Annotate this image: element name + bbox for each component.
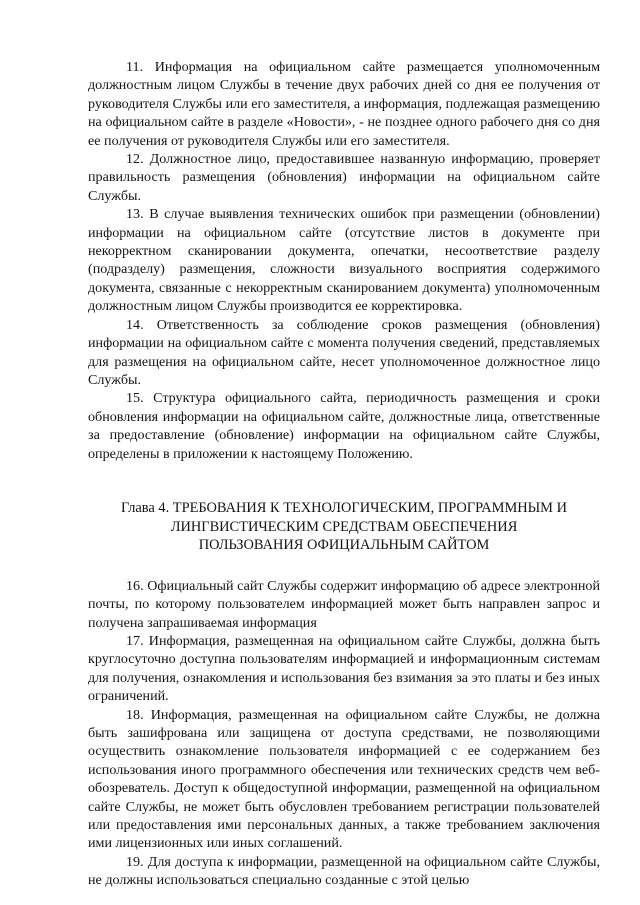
paragraph-13: 13. В случае выявления технических ошибок при размещении (обновлении) информации на официальном сайте (отсутствие листов в документе при некорректном сканировании документа, опечатки, несоответствие разделу (подразделу) размещения, сложности визуального восприятия содержимого документа, связанные с некорректным сканированием документа) уполномоченным должностным лицом Службы производится ее корректировка. [88, 206, 600, 315]
paragraph-12: 12. Должностное лицо, предоставившее названную информацию, проверяет правильность размещения (обновления) информации на официальном сайте Службы. [88, 151, 600, 204]
paragraph-11: 11. Информация на официальном сайте размещается уполномоченным должностным лицом Службы в течение двух рабочих дней со дня ее получения от руководителя Службы или его заместителя, а информация, подлежащая размещению на официальном сайте в разделе «Новости», - не позднее одного рабочего дня со дня ее получения от руководителя Службы или его заместителя. [88, 59, 600, 149]
paragraph-19: 19. Для доступа к информации, размещенной на официальном сайте Службы, не должны использоваться специально созданные с этой целью [88, 853, 600, 889]
chapter-heading [88, 499, 600, 555]
paragraph-16: 16. Официальный сайт Службы содержит информацию об адресе электронной почты, по которому пользователем информацией может быть направлен запрос и получена запрашиваемая информация [88, 577, 600, 631]
paragraph-18: 18. Информация, размещенная на официальном сайте Службы, не должна быть зашифрована или защищена от доступа средствами, не позволяющими осуществить ознакомление пользователя информацией с ее содержанием без использования иного программного обеспечения или технических средств чем веб-обозреватель. Доступ к общедоступной информации, размещенной на официальном сайте Службы, не может быть обусловлен требованием регистрации пользователей или предоставления ими персональных данных, а также требованием заключения ими лицензионных или иных соглашений. [88, 706, 600, 852]
document-page [88, 58, 600, 890]
paragraph-17: 17. Информация, размещенная на официальном сайте Службы, должна быть круглосуточно доступна пользователям информацией и информационным системам для получения, ознакомления и использования без взимания за это платы и без иных ограничений. [88, 632, 600, 705]
chapter-heading-line-1: Глава 4. ТРЕБОВАНИЯ К ТЕХНОЛОГИЧЕСКИМ, ПРОГРАММНЫМ И [121, 499, 567, 516]
chapter-heading-line-2: ЛИНГВИСТИЧЕСКИМ СРЕДСТВАМ ОБЕСПЕЧЕНИЯ [170, 518, 518, 535]
paragraph-15: 15. Структура официального сайта, периодичность размещения и сроки обновления информации на официальном сайте, должностные лица, ответственные за предоставление (обновление) информации на официальном сайте Службы, определены в приложении к настоящему Положению. [88, 390, 600, 462]
chapter-heading-line-3: ПОЛЬЗОВАНИЯ ОФИЦИАЛЬНЫМ САЙТОМ [198, 537, 490, 554]
paragraph-14: 14. Ответственность за соблюдение сроков размещения (обновления) информации на официальном сайте с момента получения сведений, представляемых для размещения на официальном сайте, несет уполномоченное должностное лицо Службы. [88, 316, 600, 388]
